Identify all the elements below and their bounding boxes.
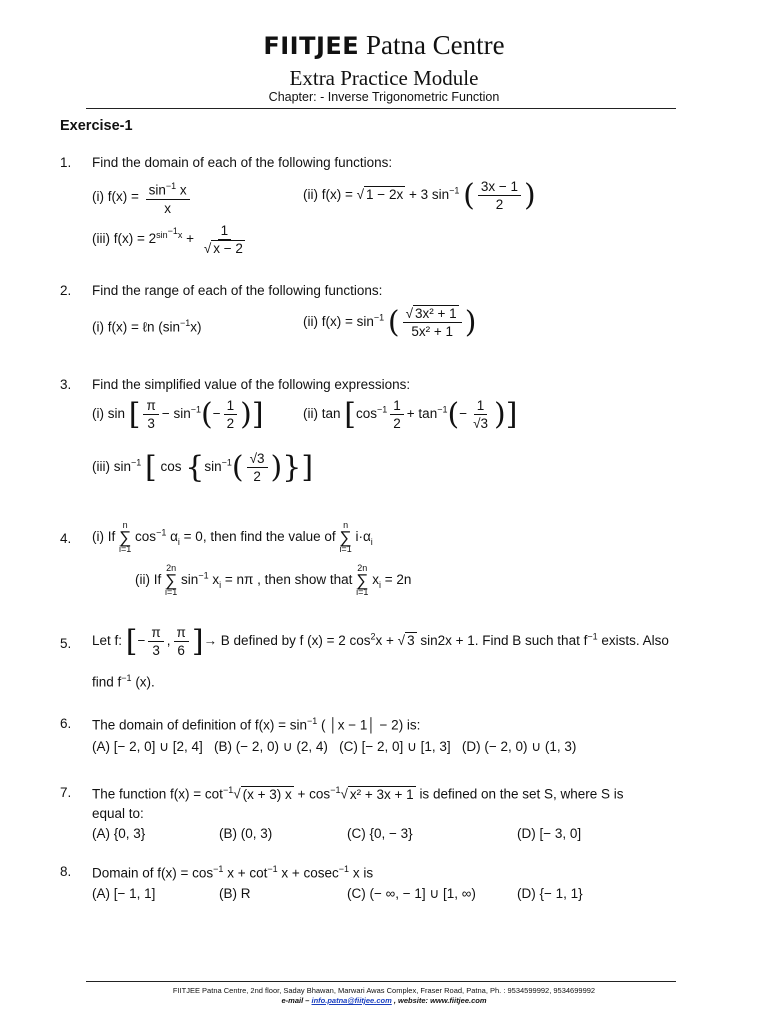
- text: → B defined by f (x) = 2 cos: [203, 633, 371, 649]
- text: x): [190, 319, 202, 335]
- text: + cos: [297, 786, 331, 802]
- q3-part-ii: (ii) $\tan [\cos^{-1}$ $\frac{1}{2}$ + $\tan^{-1}(-$ $\frac{1}{√3}$ )]: [303, 397, 518, 432]
- q4-part-ii: (ii) If 2n ∑ i=1 $\sin^{-1} x_i = n\pi$ , then show that 2n ∑ i=1 $x_i = 2n$: [135, 563, 412, 597]
- numerator: 3x − 1: [478, 178, 521, 196]
- fraction: $\frac{1}{√ x - 2}$: [203, 223, 243, 256]
- label: (iii) f(x) = 2: [92, 231, 157, 247]
- text: x: [372, 572, 379, 588]
- module-title: Extra Practice Module: [289, 66, 479, 90]
- text: sin2x + 1. Find B such that f: [420, 633, 588, 649]
- q2-part-i: (i) f(x) = ℓn $(\sin^{-1}x)$: [92, 318, 202, 335]
- text: find f: [92, 674, 122, 690]
- page-title: [0, 30, 768, 61]
- question-number: 4.: [60, 531, 72, 546]
- label: (i) sin: [92, 406, 125, 422]
- numerator: 3x² + 1: [415, 306, 457, 321]
- q6-options: (A) [− 2, 0] ∪ [2, 4] (B) (− 2, 0) ∪ (2, 4) (C) [− 2, 0] ∪ [1, 3] (D) (− 2, 0) ∪ (1, 3): [92, 739, 577, 754]
- website-text: , website: www.fiitjee.com: [391, 996, 487, 1005]
- q7-option-d: (D) [− 3, 0]: [517, 826, 582, 841]
- q8-option-c: (C) (− ∞, − 1] ∪ [1, ∞): [347, 886, 476, 901]
- denominator: x − 2: [213, 241, 243, 256]
- q8-option-b: (B) R: [219, 886, 251, 901]
- text: = 2n: [384, 572, 412, 588]
- label: (ii) f(x) =: [303, 187, 353, 203]
- question-number: 5.: [60, 636, 72, 651]
- fraction: [478, 178, 521, 213]
- text: x is: [352, 865, 374, 881]
- q3-part-i: (i) sin [ $\frac{\pi}{3}$ − $\sin^{-1}(-$ $\frac{1}{2}$ )]: [92, 397, 264, 432]
- fraction: $\frac{\sin^{-1} x}{x}$: [146, 178, 190, 217]
- text: ( │x − 1│ − 2) is:: [321, 717, 421, 733]
- text: cos: [135, 529, 157, 545]
- text: + 3 sin: [408, 187, 450, 203]
- text: x: [212, 572, 220, 588]
- plus: +: [186, 231, 195, 247]
- denominator: x: [164, 200, 172, 216]
- question-text: Domain of $f(x) = \cos^{-1} x + \cot^{-1} x + cosec^{-1}$ x is: [92, 864, 374, 881]
- centre-name: Patna Centre: [365, 30, 505, 60]
- text: α: [170, 529, 178, 545]
- text: (ii) If: [135, 572, 162, 588]
- chapter-title: Chapter: - Inverse Trigonometric Function: [268, 90, 500, 104]
- label: (ii) f(x) = sin: [303, 314, 374, 330]
- radicand: 1 − 2x: [366, 187, 404, 203]
- footer-contact: [0, 996, 768, 1005]
- question-number: 3.: [60, 377, 72, 392]
- q4-part-i: (i) If n ∑ i=1 $\cos^{-1} \alpha_i = 0$, then find the value of n ∑ i=1 $i\cdot\alpha_i$: [92, 520, 373, 554]
- question-number: 1.: [60, 155, 72, 170]
- text: (i) f(x) = ℓn (sin: [92, 319, 180, 335]
- text: x + cot: [227, 865, 268, 881]
- q1-part-i: [92, 178, 193, 217]
- q7-line-2: equal to:: [92, 806, 144, 821]
- text: Let f:: [92, 633, 123, 649]
- numerator: sin: [148, 182, 166, 198]
- email-label: e-mail –: [281, 996, 312, 1005]
- text: The function f(x) = cot: [92, 786, 223, 802]
- text: sin: [181, 572, 199, 588]
- q8-option-d: (D) {− 1, 1}: [517, 886, 583, 901]
- question-number: 7.: [60, 785, 72, 800]
- q3-part-iii: (iii) $\sin^{-1}$ [ $\cos \{\sin^{-1}$( $\frac{√3}{2}$ )}]: [92, 450, 314, 485]
- label: (i) f(x) =: [92, 188, 139, 204]
- footer-address: FIITJEE Patna Centre, 2nd floor, Saday Bhawan, Marwari Awas Complex, Fraser Road, Patna, Ph. : 9534599992, 9534699992: [172, 986, 596, 995]
- q8-option-a: (A) [− 1, 1]: [92, 886, 156, 901]
- q5-line-1: Let f: [− $\frac{\pi}{3}$ , $\frac{\pi}{6}$ ]→ B defined by f (x) = 2 $\cos^2x$ + √ 3 sin2x + 1. Find B such that $f^{-1}$ exists. Also: [92, 624, 669, 659]
- text: x + cosec: [281, 865, 339, 881]
- denominator: 2: [495, 197, 504, 212]
- text: Domain of f(x) = cos: [92, 865, 214, 881]
- header-divider: [86, 108, 676, 109]
- q1-part-ii: (ii) f(x) = √ 1 − 2x + 3 $\sin^{-1}$ ( $\frac{3x - 1}{2}$ ): [303, 178, 536, 213]
- label: (ii) tan: [303, 406, 341, 422]
- numerator: 1: [218, 222, 232, 240]
- q5-line-2: find $f^{-1}$ (x).: [92, 673, 155, 690]
- fraction: $\frac{\text{√ 3x² + 1}}{\text{5x² + 1}}$: [403, 305, 462, 340]
- email-link[interactable]: info.patna@fiitjee.com: [311, 996, 392, 1005]
- text: x +: [375, 633, 394, 649]
- question-number: 2.: [60, 283, 72, 298]
- q7-option-b: (B) (0, 3): [219, 826, 273, 841]
- radicand: (x + 3) x: [242, 786, 292, 802]
- exercise-title: Exercise-1: [60, 118, 133, 134]
- radicand: x² + 3x + 1: [349, 786, 414, 802]
- text: = 0, then find the value of: [183, 529, 336, 545]
- q7-option-a: (A) {0, 3}: [92, 826, 146, 841]
- denominator: 5x² + 1: [411, 324, 453, 339]
- question-text: The domain of definition of $f(x) = \sin^{-1}$ ( │x − 1│ − 2) is:: [92, 716, 421, 733]
- footer-divider: [86, 981, 676, 982]
- text: (i) If: [92, 529, 116, 545]
- brand-logo: FIITJEE: [263, 32, 360, 60]
- question-number: 8.: [60, 864, 72, 879]
- question-text: Find the simplified value of the following expressions:: [92, 377, 411, 392]
- text: exists. Also: [601, 633, 669, 649]
- q7-option-c: (C) {0, − 3}: [347, 826, 413, 841]
- text: is defined on the set S, where S is: [419, 786, 624, 802]
- q2-part-ii: (ii) $f(x) = \sin^{-1}$ ( $\frac{\text{√ 3x² + 1}}{\text{5x² + 1}}$ ): [303, 305, 477, 340]
- question-text: Find the domain of each of the following functions:: [92, 155, 393, 170]
- text: The domain of definition of f(x) = sin: [92, 717, 307, 733]
- text: (x).: [135, 674, 155, 690]
- question-text: The function $f(x) = \cot^{-1}√$ (x + 3) $x + \cos^{-1}√$ x² + 3x + 1 is defined on the set S, where S is: [92, 785, 624, 802]
- text: = nπ , then show that: [224, 572, 353, 588]
- label: (iii) sin: [92, 459, 131, 475]
- question-number: 6.: [60, 716, 72, 731]
- question-text: Find the range of each of the following functions:: [92, 283, 383, 298]
- q1-part-iii: (iii) $f(x) = 2^{sin^{-1}x}$ + $\frac{1}{√ x - 2}$: [92, 222, 251, 257]
